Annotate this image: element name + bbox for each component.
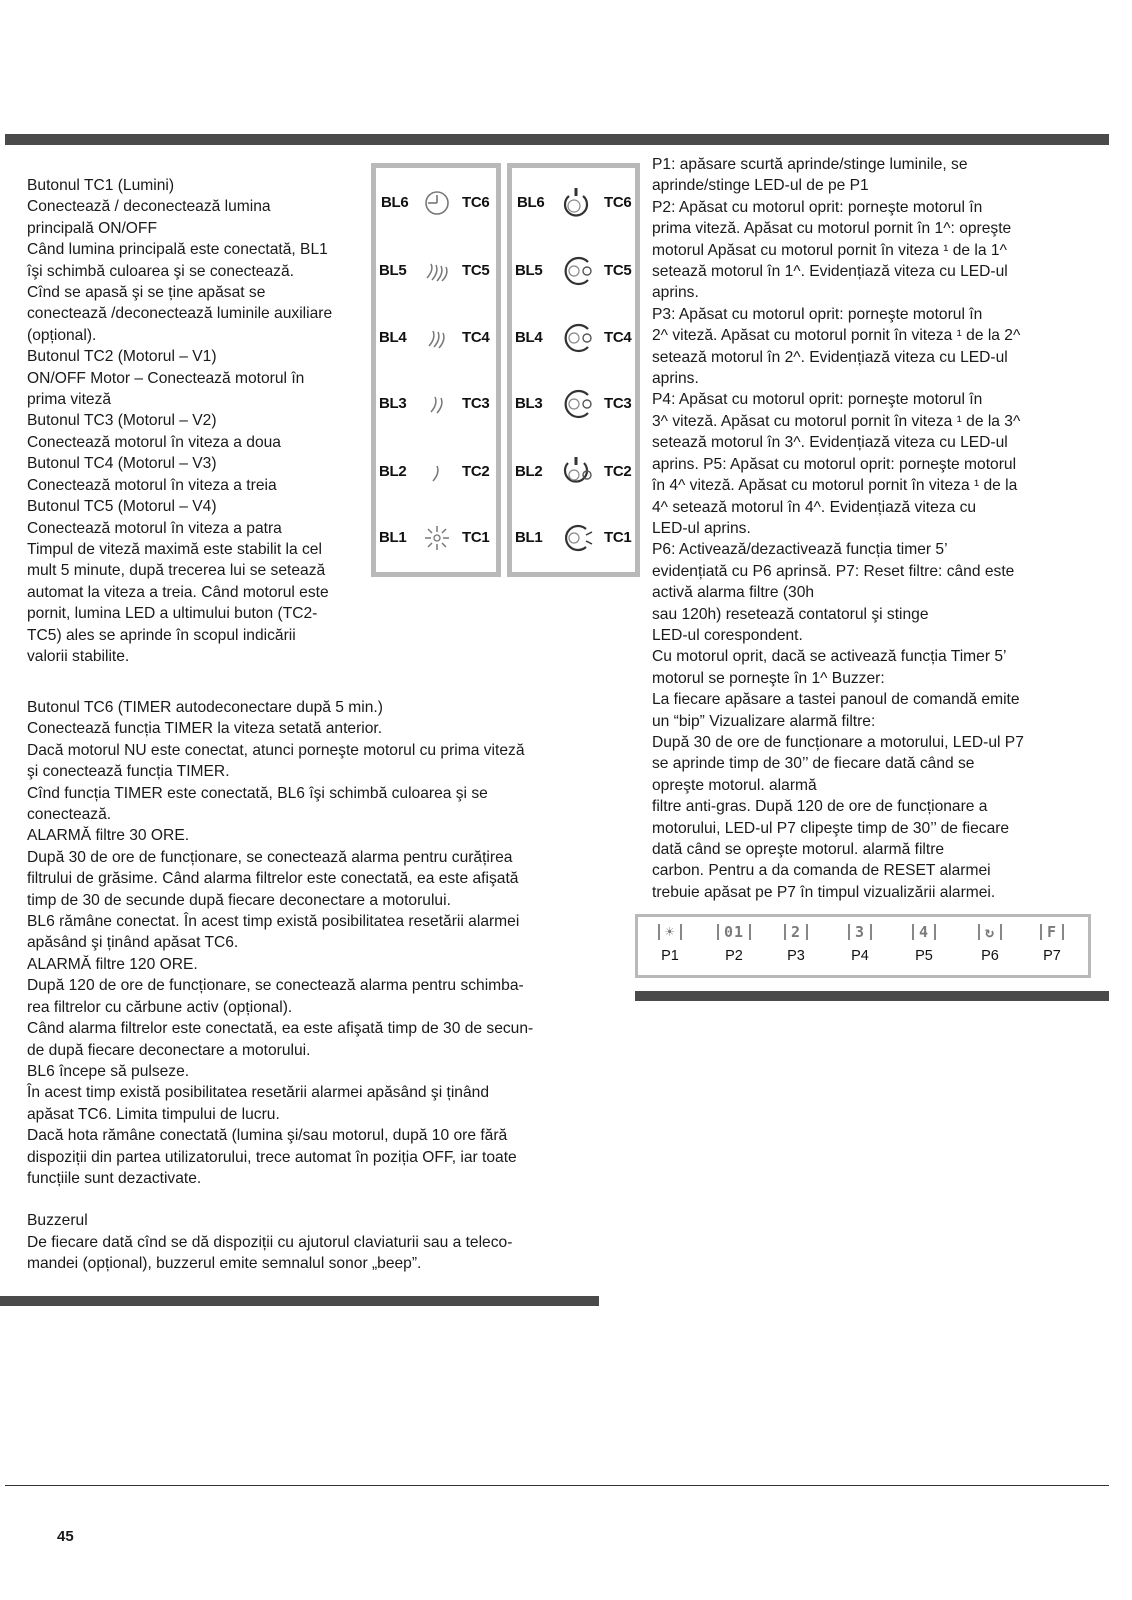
panel-row	[512, 256, 635, 286]
text-line: P1: apăsare scurtă aprinde/stinge luminile, se	[652, 156, 968, 173]
tc-label: TC5	[604, 262, 632, 279]
text-line: principală ON/OFF	[27, 219, 157, 237]
text-line: BL6 rămâne conectat. În acest timp există posibilitatea resetării alarmei	[27, 913, 520, 931]
text-line: sau 120h) resetează contatorul şi stinge	[652, 605, 929, 623]
text-line: P4: Apăsat cu motorul oprit: porneşte motorul în	[652, 391, 983, 409]
text-line: (opțional).	[27, 326, 97, 344]
text-line: P2: Apăsat cu motorul oprit: porneşte motorul în	[652, 198, 983, 216]
text-line: opreşte motorul. alarmă	[652, 776, 817, 794]
text-line: automat la viteza a treia. Când motorul este	[27, 583, 329, 601]
bl-label: BL3	[515, 395, 543, 412]
text-line: Conectează motorul în viteza a treia	[27, 476, 277, 494]
text-line: Butonul TC1 (Lumini)	[27, 177, 175, 194]
right-bottom-rule	[635, 991, 1109, 1001]
fan-speed-1-icon	[422, 457, 456, 487]
panel-row	[512, 389, 635, 419]
tc-label: TC6	[604, 194, 632, 211]
text-line: un “bip” Vizualizare alarmă filtre:	[652, 712, 876, 730]
text-line: motorul se porneşte în 1^ Buzzer:	[652, 669, 885, 687]
text-line: După 30 de ore de funcționare a motorului, LED-ul P7	[652, 733, 1024, 751]
button-label: P1	[661, 948, 679, 964]
text-line: funcțiile sunt dezactivate.	[27, 1169, 202, 1187]
text-line: filtre anti-gras. După 120 de ore de funcționare a	[652, 798, 988, 816]
text-line: filtrului de grăsime. Când alarma filtrelor este conectată, ea este afişată	[27, 870, 519, 888]
timer-power-icon	[560, 188, 594, 218]
button-label: P7	[1043, 948, 1061, 964]
text-line: După 120 de ore de funcționare, se conectează alarma pentru schimba-	[27, 977, 524, 995]
panel-button	[704, 917, 764, 964]
bl-label: BL5	[515, 262, 543, 279]
text-line: apăsat TC6. Limita timpului de lucru.	[27, 1105, 280, 1123]
panel-button	[1022, 917, 1082, 964]
text-line: Butonul TC2 (Motorul – V1)	[27, 348, 217, 366]
text-line: Cînd funcția TIMER este conectată, BL6 îşi schimbă culoarea şi se	[27, 784, 488, 802]
panel-row	[376, 323, 496, 353]
left-bottom-rule	[0, 1296, 599, 1306]
text-line: şi conectează funcția TIMER.	[27, 763, 230, 781]
text-line: Butonul TC5 (Motorul – V4)	[27, 498, 217, 516]
text-line: ON/OFF Motor – Conectează motorul în	[27, 369, 305, 387]
fan-power-icon	[560, 323, 594, 353]
fan-speed-2-icon	[422, 389, 456, 419]
panel-button	[960, 917, 1020, 964]
left-bottom-text	[27, 697, 597, 1275]
tc-label: TC5	[462, 262, 490, 279]
text-line: motorul Apăsat cu motorul pornit în viteza ¹ de la 1^	[652, 241, 1007, 259]
text-line: de după fiecare deconectare a motorului.	[27, 1041, 311, 1059]
text-line: Butonul TC6 (TIMER autodeconectare după 5 min.)	[27, 699, 383, 716]
footer-rule	[5, 1485, 1109, 1486]
panel-row	[512, 457, 635, 487]
text-line: Când lumina principală este conectată, BL1	[27, 241, 328, 259]
panel-row	[376, 256, 496, 286]
text-line: carbon. Pentru a da comanda de RESET alarmei	[652, 862, 991, 880]
text-line: în 4^ viteză. Apăsat cu motorul pornit în viteza ¹ de la	[652, 477, 1018, 495]
fan-speed-4-icon	[422, 256, 456, 286]
text-line: 4^ setează motorul în 4^. Evidențiază viteza cu	[652, 498, 977, 516]
text-line: Butonul TC4 (Motorul – V3)	[27, 455, 217, 473]
text-line: LED-ul corespondent.	[652, 626, 803, 644]
tc-label: TC1	[604, 529, 632, 546]
text-line: mult 5 minute, după trecerea lui se setează	[27, 562, 326, 580]
panel-row	[376, 188, 496, 218]
text-line: În acest timp există posibilitatea resetării alarmei apăsând şi ținând	[27, 1084, 489, 1102]
text-line: setează motorul în 2^. Evidențiază viteza cu LED-ul	[652, 348, 1008, 366]
panel-row	[512, 523, 635, 553]
text-line: prima viteză	[27, 391, 112, 409]
text-line: Cu motorul oprit, dacă se activează funcția Timer 5’	[652, 648, 1007, 666]
text-line: Dacă hota rămâne conectată (lumina şi/sau motorul, după 10 ore fără	[27, 1127, 508, 1145]
tc-label: TC6	[462, 194, 490, 211]
text-line: BL6 începe să pulseze.	[27, 1062, 190, 1080]
speed-2-icon: 2	[784, 924, 808, 940]
fan-power-icon	[560, 256, 594, 286]
text-line: P6: Activează/dezactivează funcția timer 5’	[652, 541, 948, 559]
text-line: Butonul TC3 (Motorul – V2)	[27, 412, 217, 430]
speed-3-icon: 3	[848, 924, 872, 940]
text-line: conectează /deconectează luminile auxiliare	[27, 305, 333, 323]
panel-row	[376, 457, 496, 487]
text-line: ALARMĂ filtre 120 ORE.	[27, 955, 198, 973]
text-line: dispoziții din partea utilizatorului, trece automat în poziția OFF, iar toate	[27, 1148, 517, 1166]
text-line: setează motorul în 1^. Evidențiază viteza cu LED-ul	[652, 263, 1008, 281]
panel-row	[376, 523, 496, 553]
text-line: trebuie apăsat pe P7 în timpul vizualizării alarmei.	[652, 883, 996, 901]
panel-row	[512, 188, 635, 218]
page-number: 45	[57, 1528, 74, 1545]
top-rule	[5, 134, 1109, 145]
text-line: Conectează motorul în viteza a patra	[27, 519, 282, 537]
light-icon	[422, 523, 456, 553]
tc-label: TC2	[604, 463, 632, 480]
right-column-text	[652, 154, 1092, 903]
text-line: se aprinde timp de 30’’ de fiecare dată când se	[652, 755, 975, 773]
tc-label: TC4	[604, 329, 632, 346]
text-line: conectează.	[27, 806, 112, 824]
text-line: Timpul de viteză maximă este stabilit la cel	[27, 540, 322, 558]
text-line: Conectează funcția TIMER la viteza setată anterior.	[27, 720, 383, 738]
bl-label: BL1	[379, 529, 407, 546]
text-line: Conectează motorul în viteza a doua	[27, 433, 281, 451]
text-line: Când alarma filtrelor este conectată, ea este afişată timp de 30 de secun-	[27, 1020, 534, 1038]
buzzer-title: Buzzerul	[27, 1212, 88, 1230]
control-panel-diagram-b	[507, 163, 640, 577]
text-line: Dacă motorul NU este conectat, atunci porneşte motorul cu prima viteză	[27, 741, 525, 759]
control-panel-diagram-a	[371, 163, 501, 577]
button-label: P3	[787, 948, 805, 964]
text-line: 2^ viteză. Apăsat cu motorul pornit în viteza ¹ de la 2^	[652, 327, 1021, 345]
text-line: pornit, lumina LED a ultimului buton (TC2-	[27, 605, 318, 623]
text-line: aprins.	[652, 284, 699, 302]
text-line: îşi schimbă culoarea şi se conectează.	[27, 262, 294, 280]
text-line: 3^ viteză. Apăsat cu motorul pornit în viteza ¹ de la 3^	[652, 412, 1021, 430]
text-line: motorului, LED-ul P7 clipeşte timp de 30’’ de fiecare	[652, 819, 1010, 837]
fan-power-icon	[560, 457, 594, 487]
bl-label: BL1	[515, 529, 543, 546]
text-line: rea filtrelor cu cărbune activ (opțional).	[27, 998, 293, 1016]
panel-row	[376, 389, 496, 419]
panel-row	[512, 323, 635, 353]
bl-label: BL3	[379, 395, 407, 412]
text-line: apăsând şi ținând apăsat TC6.	[27, 934, 239, 952]
light-icon: ☀	[658, 924, 682, 940]
button-label: P5	[915, 948, 933, 964]
panel-button	[894, 917, 954, 964]
text-line: LED-ul aprins.	[652, 519, 751, 537]
button-label: P6	[981, 948, 999, 964]
text-line: După 30 de ore de funcționare, se conectează alarma pentru curățirea	[27, 848, 513, 866]
text-line: evidențiată cu P6 aprinsă. P7: Reset filtre: când este	[652, 562, 1015, 580]
text-line: timp de 30 de secunde după fiecare deconectare a motorului.	[27, 891, 451, 909]
text-line: aprins. P5: Apăsat cu motorul oprit: porneşte motorul	[652, 455, 1017, 473]
timer-icon	[422, 188, 456, 218]
panel-button	[766, 917, 826, 964]
power-speed-1-icon: 01	[717, 924, 751, 940]
bl-label: BL4	[379, 329, 407, 346]
text-line: mandei (opțional), buzzerul emite semnalul sonor „beep”.	[27, 1255, 422, 1273]
fan-speed-3-icon	[422, 323, 456, 353]
text-line: activă alarma filtre (30h	[652, 584, 815, 602]
left-top-text	[27, 175, 372, 667]
bl-label: BL2	[379, 463, 407, 480]
speed-4-icon: 4	[912, 924, 936, 940]
text-line: Conectează / deconectează lumina	[27, 198, 271, 216]
bl-label: BL6	[517, 194, 545, 211]
text-line: TC5) ales se aprinde în scopul indicării	[27, 626, 296, 644]
bl-label: BL5	[379, 262, 407, 279]
tc-label: TC1	[462, 529, 490, 546]
panel-button	[830, 917, 890, 964]
bl-label: BL6	[381, 194, 409, 211]
text-line: valorii stabilite.	[27, 647, 130, 665]
text-line: prima viteză. Apăsat cu motorul pornit în 1^: opreşte	[652, 220, 1012, 238]
filter-icon: F	[1040, 924, 1064, 940]
button-label: P4	[851, 948, 869, 964]
tc-label: TC4	[462, 329, 490, 346]
text-line: ALARMĂ filtre 30 ORE.	[27, 827, 190, 845]
text-line: setează motorul în 3^. Evidențiază viteza cu LED-ul	[652, 434, 1008, 452]
text-line: La fiecare apăsare a tastei panoul de comandă emite	[652, 691, 1020, 709]
panel-button	[640, 917, 700, 964]
light-power-icon	[560, 523, 594, 553]
text-line: aprinde/stinge LED-ul de pe P1	[652, 177, 869, 195]
tc-label: TC3	[604, 395, 632, 412]
text-line: De fiecare dată cînd se dă dispoziții cu ajutorul claviaturii sau a teleco-	[27, 1233, 513, 1251]
text-line: P3: Apăsat cu motorul oprit: porneşte motorul în	[652, 305, 983, 323]
bl-label: BL4	[515, 329, 543, 346]
tc-label: TC2	[462, 463, 490, 480]
fan-power-icon	[560, 389, 594, 419]
text-line: Cînd se apasă şi se ține apăsat se	[27, 284, 266, 302]
text-line: dată când se opreşte motorul. alarmă filtre	[652, 841, 945, 858]
text-line: aprins.	[652, 370, 699, 388]
timer-icon: ↻	[978, 924, 1002, 940]
tc-label: TC3	[462, 395, 490, 412]
bl-label: BL2	[515, 463, 543, 480]
button-label: P2	[725, 948, 743, 964]
button-panel-diagram	[635, 914, 1091, 978]
